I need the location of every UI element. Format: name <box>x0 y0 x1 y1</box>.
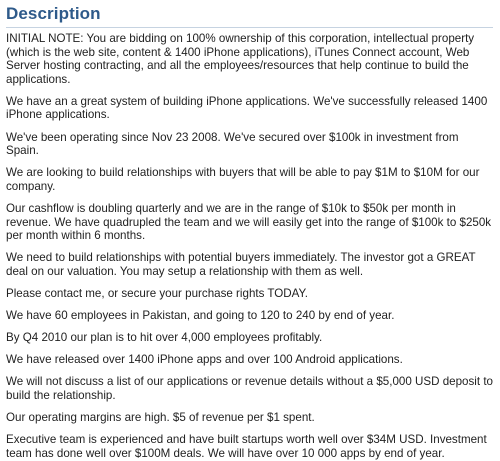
paragraph-operating-since: We've been operating since Nov 23 2008. We've secured over $100k in investment from Spain. <box>6 130 459 158</box>
paragraph-apps-released: We have released over 1400 iPhone apps and over 100 Android applications. <box>6 353 403 367</box>
paragraph-margins: Our operating margins are high. $5 of revenue per $1 spent. <box>6 410 315 424</box>
paragraph-system: We have an a great system of building iPhone applications. We've successfully released 1400 iPhone applications. <box>6 94 488 122</box>
paragraph-cashflow: Our cashflow is doubling quarterly and we are in the range of $10k to $50k per month in revenue. We have quadrupled the team and we will easily get into the range of $100k to $250k per month within 6 months. <box>6 201 492 243</box>
section-title: Description <box>6 4 101 23</box>
paragraph-contact: Please contact me, or secure your purchase rights TODAY. <box>6 286 309 300</box>
paragraph-deposit: We will not discuss a list of our applications or revenue details without a $5,000 USD deposit to build the relationship. <box>6 375 493 402</box>
paragraph-buyers: We are looking to build relationships with buyers that will be able to pay $1M to $10M for our company. <box>6 166 480 193</box>
paragraph-relationships: We need to build relationships with potential buyers immediately. The investor got a GREAT deal on our valuation. You may setup a relationship with them as well. <box>6 251 476 278</box>
paragraph-q4-plan: By Q4 2010 our plan is to hit over 4,000 employees profitably. <box>6 331 323 345</box>
paragraph-initial-note: INITIAL NOTE: You are bidding on 100% ownership of this corporation, intellectual property (which is the web site, content & 1400 iPhone applications), iTunes Connect account, Web Server hosting contracting, and all the employees/resources that help continue to build the applications. <box>6 32 475 86</box>
paragraph-executive-team: Executive team is experienced and have built startups worth well over $34M USD. Investment team has done well over $100M deals. We will have over 10 000 apps by end of year. <box>6 433 487 460</box>
title-divider <box>6 27 493 28</box>
paragraph-employees: We have 60 employees in Pakistan, and going to 120 to 240 by end of year. <box>6 309 395 322</box>
